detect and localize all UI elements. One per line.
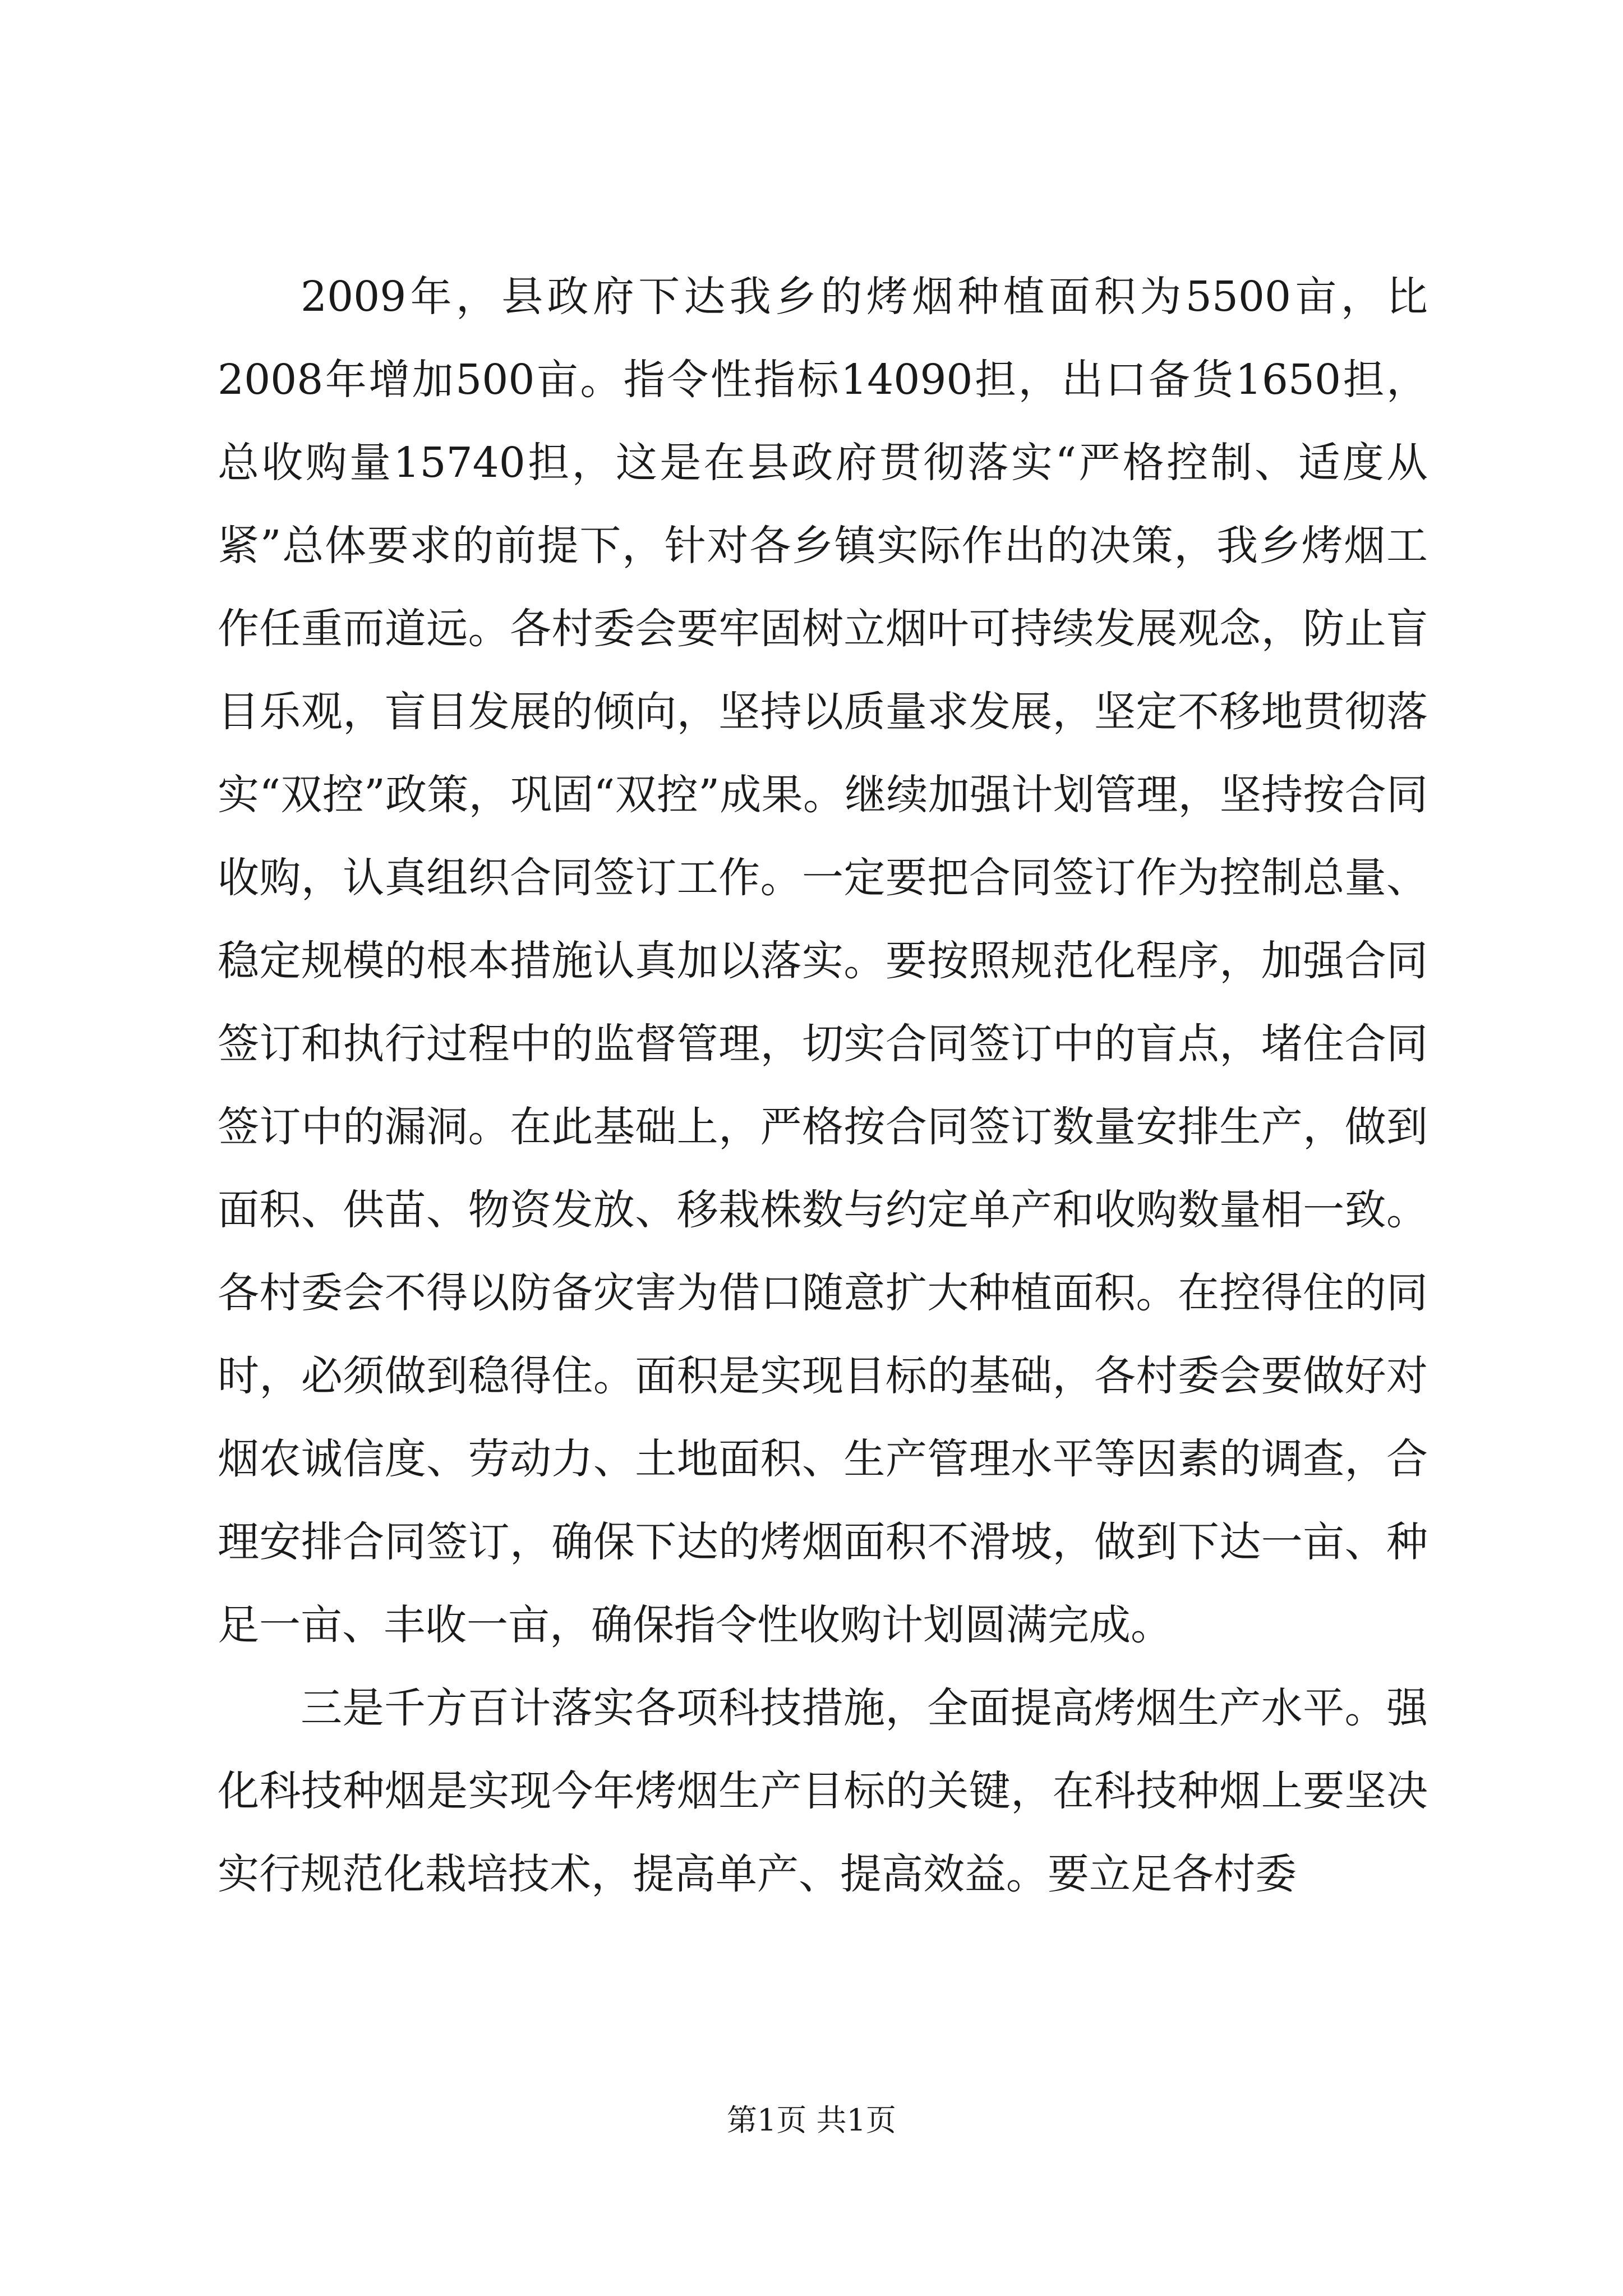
paragraph-2: 三是千方百计落实各项科技措施，全面提高烤烟生产水平。强化科技种烟是实现今年烤烟生产目标的关键，在科技种烟上要坚决实行规范化栽培技术，提高单产、提高效益。要立足各村委	[218, 1684, 1428, 1898]
page-footer: 第1页 共1页	[727, 2102, 896, 2138]
paragraph-1: 2009年，县政府下达我乡的烤烟种植面积为5500亩，比2008年增加500亩。指令性指标14090担，出口备货1650担，总收购量15740担，这是在县政府贯彻落实“严格控制、适度从紧”总体要求的前提下，针对各乡镇实际作出的决策，我乡烤烟工作任重而道远。各村委会要牢固树立烟叶可持续发展观念，防止盲目乐观，盲目发展的倾向，坚持以质量求发展，坚定不移地贯彻落实“双控”政策，巩固“双控”成果。继续加强计划管理，坚持按合同收购，认真组织合同签订工作。一定要把合同签订作为控制总量、稳定规模的根本措施认真加以落实。要按照规范化程序，加强合同签订和执行过程中的监督管理，切实合同签订中的盲点，堵住合同签订中的漏洞。在此基础上，严格按合同签订数量安排生产，做到面积、供苗、物资发放、移栽株数与约定单产和收购数量相一致。各村委会不得以防备灾害为借口随意扩大种植面积。在控得住的同时，必须做到稳得住。面积是实现目标的基础，各村委会要做好对烟农诚信度、劳动力、土地面积、生产管理水平等因素的调查，合理安排合同签订，确保下达的烤烟面积不滑坡，做到下达一亩、种足一亩、丰收一亩，确保指令性收购计划圆满完成。	[218, 273, 1428, 1649]
document-body	[218, 255, 1428, 1916]
